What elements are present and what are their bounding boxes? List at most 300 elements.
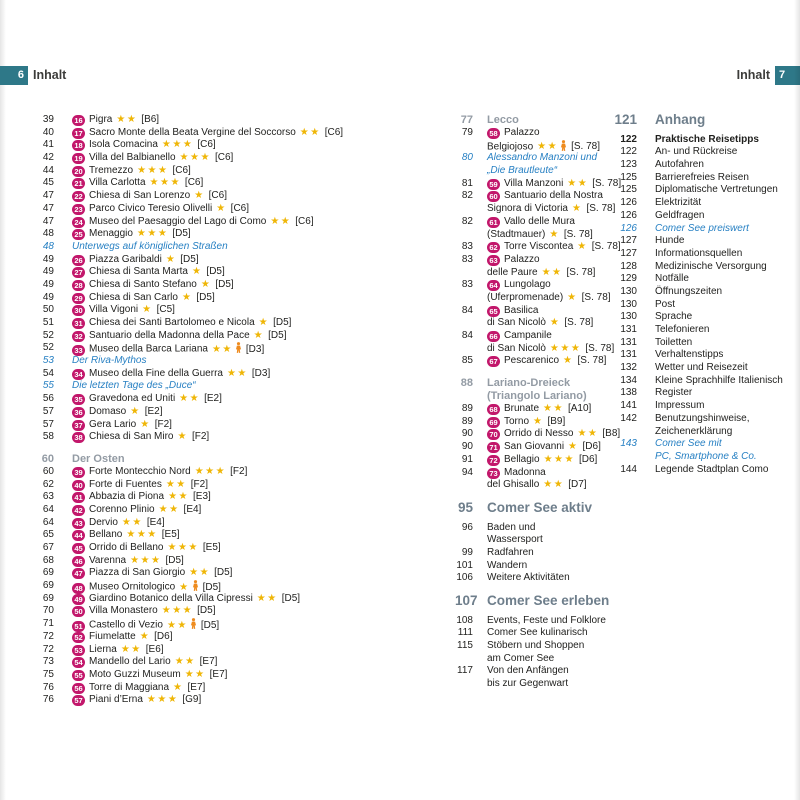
- toc-row-content: [72, 292, 438, 305]
- toc-entry: [38, 605, 438, 618]
- toc-row-content: [655, 172, 800, 185]
- entry-number-badge: 61: [487, 217, 500, 228]
- rating-stars: ★★★: [194, 465, 227, 477]
- rating-stars: ★★: [299, 126, 321, 138]
- rating-stars: ★★: [543, 403, 564, 415]
- toc-row-content: [72, 317, 438, 330]
- entry-title: di San Nicolò: [487, 342, 546, 354]
- entry-title: Lariano-Dreieck: [487, 377, 571, 390]
- toc-row-content: [72, 605, 438, 618]
- toc-special-topic: [455, 152, 627, 165]
- page-ref: 72: [42, 630, 54, 642]
- map-grid-reference: [F2]: [154, 418, 172, 430]
- toc-entry: [38, 216, 438, 229]
- entry-title: Chiesa di San Miro: [89, 431, 174, 443]
- entry-number-badge: 26: [72, 255, 85, 266]
- entry-number-badge: 22: [72, 191, 85, 202]
- entry-title: Museo del Paesaggio del Lago di Como: [89, 215, 267, 227]
- page-ref: [455, 479, 473, 492]
- toc-entry: [612, 413, 800, 426]
- entry-title: Giardino Botanico della Villa Cipressi: [89, 592, 253, 604]
- toc-row-content: [72, 368, 438, 381]
- toc-row-content: [655, 464, 800, 477]
- toc-row-content: [655, 210, 800, 223]
- toc-entry: [612, 337, 800, 350]
- toc-entry: [38, 152, 438, 165]
- page-ref: [455, 229, 473, 242]
- rating-stars: ★★: [184, 668, 206, 680]
- toc-entry: [38, 479, 438, 492]
- page-ref: 130: [620, 298, 637, 310]
- toc-special-topic: [612, 223, 800, 236]
- toc-entry: [38, 631, 438, 644]
- toc-row-content: [655, 451, 800, 464]
- map-grid-reference: [C6]: [214, 152, 234, 164]
- toc-entry: [38, 542, 438, 555]
- entry-title: Die letzten Tage des „Duce“: [72, 380, 196, 392]
- entry-number-badge: 31: [72, 318, 85, 329]
- page-ref: 48: [42, 240, 54, 252]
- entry-title: Villa Monastero: [89, 605, 158, 617]
- entry-title: Sprache: [655, 311, 693, 323]
- entry-title: Legende Stadtplan Como: [655, 463, 769, 475]
- map-grid-reference: [S. 78]: [585, 342, 615, 354]
- entry-number-badge: 69: [487, 417, 500, 428]
- page-ref: 144: [620, 463, 637, 475]
- entry-title: Elektrizität: [655, 197, 702, 209]
- entry-number-badge: 29: [72, 293, 85, 304]
- map-grid-reference: [C6]: [184, 177, 204, 189]
- entry-number-badge: 27: [72, 267, 85, 278]
- toc-entry-continuation: [455, 267, 627, 280]
- entry-number-badge: 34: [72, 369, 85, 380]
- toc-entry: [612, 375, 800, 388]
- entry-title: Baden und: [487, 521, 536, 533]
- toc-entry-continuation: [455, 203, 627, 216]
- page-ref: 115: [457, 640, 473, 652]
- entry-title: Hunde: [655, 235, 685, 247]
- page-ref: 85: [461, 355, 473, 367]
- rating-stars: ★: [139, 630, 151, 642]
- page-ref: 132: [620, 362, 637, 374]
- page-ref: 122: [620, 146, 637, 158]
- toc-row-content: [487, 190, 627, 203]
- page-ref: 126: [620, 197, 637, 209]
- toc-entry-continuation: [455, 317, 627, 330]
- entry-title: Signora di Victoria: [487, 203, 568, 215]
- entry-number-badge: 37: [72, 420, 85, 431]
- page-ref: 69: [42, 592, 54, 604]
- toc-entry: [612, 311, 800, 324]
- page-ref: 52: [42, 342, 54, 354]
- rating-stars: ★★★: [161, 605, 194, 617]
- toc-row-content: [655, 197, 800, 210]
- entry-title: Comer See aktiv: [487, 499, 593, 515]
- entry-title: Tremezzo: [89, 164, 134, 176]
- entry-title: Palazzo: [504, 253, 540, 265]
- toc-row-content: [72, 254, 438, 267]
- map-grid-reference: [D5]: [197, 605, 216, 617]
- toc-section-header: [612, 114, 800, 134]
- entry-title: Register: [655, 387, 693, 399]
- entry-number-badge: 25: [72, 229, 85, 240]
- entry-title: Medizinische Versorgung: [655, 260, 767, 272]
- entry-number-badge: 42: [72, 505, 85, 516]
- toc-row-content: [487, 114, 627, 127]
- page-ref: 58: [42, 431, 54, 443]
- map-grid-reference: [E4]: [183, 503, 202, 515]
- toc-entry-continuation: [455, 292, 627, 305]
- rating-stars: ★★: [166, 619, 188, 631]
- page-ref: 49: [42, 278, 54, 290]
- toc-entry: [38, 279, 438, 292]
- entry-title: Menaggio: [89, 228, 133, 240]
- entry-number-badge: 44: [72, 530, 85, 541]
- entry-title: Verhaltenstipps: [655, 349, 724, 361]
- map-grid-reference: [D5]: [180, 253, 199, 265]
- map-grid-reference: [E2]: [204, 393, 222, 405]
- entry-number-badge: 18: [72, 140, 85, 151]
- toc-row-content: [72, 504, 438, 517]
- toc-row-content: [655, 114, 800, 127]
- map-grid-reference: [F2]: [191, 431, 210, 443]
- toc-row-content: [487, 377, 627, 390]
- page-ref: [455, 165, 473, 178]
- entry-number-badge: 32: [72, 331, 85, 342]
- toc-row-content: [487, 560, 627, 573]
- entry-title: Zeichenerklärung: [655, 425, 733, 437]
- entry-title: Moto Guzzi Museum: [89, 668, 181, 680]
- toc-entry: [38, 114, 438, 127]
- toc-entry: [38, 406, 438, 419]
- toc-entry: [455, 403, 627, 416]
- entry-number-badge: 45: [72, 543, 85, 554]
- toc-row-content: [655, 387, 800, 400]
- page-ref: 125: [620, 171, 637, 183]
- entry-title: Santuario della Madonna della Pace: [89, 329, 250, 341]
- toc-entry: [38, 618, 438, 631]
- page-ref: [612, 426, 637, 439]
- toc-row-content: [655, 375, 800, 388]
- toc-row-content: [487, 627, 627, 640]
- entry-number-badge: 20: [72, 166, 85, 177]
- toc-section-header: [455, 492, 627, 522]
- page-ref: 69: [42, 580, 54, 592]
- entry-title: Isola Comacina: [89, 139, 158, 151]
- toc-entry: [455, 355, 627, 368]
- toc-row-content: [72, 241, 438, 254]
- toc-row-content: [72, 266, 438, 279]
- toc-entry: [455, 467, 627, 480]
- toc-entry: [455, 547, 627, 560]
- rating-stars: ★: [549, 228, 560, 240]
- toc-special-topic: [612, 438, 800, 451]
- rating-stars: ★: [130, 405, 141, 417]
- entry-title: Kleine Sprachhilfe Italienisch: [655, 374, 783, 386]
- map-grid-reference: [D5]: [268, 329, 287, 341]
- entry-title: Lungolago: [504, 279, 551, 291]
- page-ref: 82: [461, 215, 473, 227]
- page-ref: 64: [42, 516, 54, 528]
- toc-row-content: [72, 165, 438, 178]
- page-ref: 111: [457, 627, 473, 639]
- page-ref: [455, 534, 473, 547]
- rating-stars: ★: [181, 291, 193, 303]
- rating-stars: ★★: [121, 516, 143, 528]
- entry-title: (Uferpromenade): [487, 291, 564, 303]
- entry-title: Radfahren: [487, 546, 534, 558]
- map-grid-reference: [S. 78]: [592, 177, 622, 189]
- page-ref: 83: [461, 253, 473, 265]
- entry-number-badge: 19: [72, 153, 85, 164]
- toc-row-content: [72, 669, 438, 682]
- page-ref: 40: [42, 126, 54, 138]
- toc-entry: [38, 419, 438, 432]
- page-number-box-left: [0, 66, 28, 85]
- page-ref: 90: [461, 441, 473, 453]
- rating-stars: ★★: [116, 114, 138, 125]
- page-ref: 106: [456, 572, 473, 584]
- page-ref: 82: [461, 190, 473, 202]
- entry-title: Campanile: [504, 330, 552, 341]
- page-ref: 101: [456, 559, 473, 571]
- toc-row-content: [487, 203, 627, 216]
- entry-title: Gera Lario: [89, 418, 137, 430]
- rating-stars: ★★★: [179, 152, 211, 164]
- map-grid-reference: [S. 78]: [564, 317, 594, 329]
- toc-row-content: [72, 279, 438, 292]
- toc-entry: [455, 522, 627, 535]
- page-ref: [455, 267, 473, 280]
- entry-number-badge: 28: [72, 280, 85, 291]
- entry-title: Dervio: [89, 516, 118, 528]
- page-ref: 60: [41, 452, 54, 465]
- toc-row-content: [487, 479, 627, 492]
- toc-subsection-header: [38, 444, 438, 466]
- toc-row-content: [487, 547, 627, 560]
- toc-row-content: [487, 216, 627, 229]
- map-grid-reference: [D3]: [245, 343, 265, 355]
- toc-row-content: [72, 431, 438, 444]
- page-ref: [455, 390, 473, 403]
- rating-stars: ★: [258, 317, 270, 328]
- page-ref: [455, 140, 473, 153]
- map-grid-reference: [S. 78]: [566, 266, 596, 278]
- toc-entry: [455, 216, 627, 229]
- toc-row-content: [72, 491, 438, 504]
- toc-entry: [455, 330, 627, 343]
- toc-entry: [38, 644, 438, 657]
- page-ref: 65: [42, 529, 54, 541]
- entry-title: Wetter und Reisezeit: [655, 362, 748, 374]
- entry-number-badge: 50: [72, 606, 85, 617]
- toc-row-content: [487, 241, 627, 254]
- entry-number-badge: 65: [487, 306, 500, 317]
- entry-title: Lierna: [89, 643, 117, 655]
- page-ref: [455, 653, 473, 666]
- toc-row-content: [655, 235, 800, 248]
- page-ref: 47: [42, 190, 54, 202]
- toc-row-content: [72, 542, 438, 555]
- entry-title: Comer See erleben: [487, 593, 610, 608]
- rating-stars: ★★★: [137, 164, 169, 176]
- toc-row-content: [72, 453, 438, 466]
- entry-title: Stöbern und Shoppen: [487, 640, 585, 652]
- toc-row-content: [487, 317, 627, 330]
- toc-row-content: [487, 305, 627, 318]
- entry-title: Telefonieren: [655, 324, 710, 335]
- page-ref: 72: [42, 643, 54, 655]
- family-friendly-icon: [560, 140, 567, 151]
- page-ref: 142: [620, 412, 637, 424]
- toc-row-content: [72, 330, 438, 343]
- entry-title: Belgiojoso: [487, 141, 534, 153]
- toc-row-content: [72, 177, 438, 190]
- toc-row-content: [655, 184, 800, 197]
- page-ref: 57: [42, 418, 54, 430]
- map-grid-reference: [C6]: [208, 190, 227, 202]
- entry-title: Comer See kulinarisch: [487, 627, 588, 639]
- entry-title: Toiletten: [655, 336, 693, 348]
- page-ref: 44: [42, 164, 54, 176]
- map-grid-reference: [A10]: [567, 403, 592, 415]
- map-grid-reference: [C6]: [324, 126, 344, 138]
- entry-number-badge: 48: [72, 583, 85, 594]
- entry-number-badge: 51: [72, 621, 85, 632]
- rating-stars: ★★: [211, 343, 233, 355]
- page-number-left: 6: [17, 69, 24, 81]
- entry-number-badge: 54: [72, 657, 85, 668]
- entry-title: Notfälle: [655, 273, 689, 285]
- page-ref: 83: [461, 241, 473, 253]
- toc-row-content: [72, 203, 438, 216]
- toc-row-content: [487, 178, 627, 191]
- entry-title: Orrido di Nesso: [504, 428, 574, 440]
- map-grid-reference: [D5]: [202, 581, 221, 593]
- toc-entry: [38, 190, 438, 203]
- rating-stars: ★: [549, 317, 561, 329]
- toc-row-content: [487, 292, 627, 305]
- toc-row-content: [487, 416, 627, 429]
- toc-entry: [38, 694, 438, 707]
- rating-stars: ★★: [541, 266, 563, 278]
- rating-stars: ★: [567, 291, 578, 303]
- entry-title: Events, Feste und Folklore: [487, 614, 606, 626]
- page-ref: 96: [461, 521, 473, 533]
- toc-entry: [38, 292, 438, 305]
- entry-title: Villa del Balbianello: [89, 152, 176, 164]
- page-ref: 69: [42, 567, 54, 579]
- page-ref: 141: [620, 400, 637, 412]
- toc-row-content: [72, 631, 438, 644]
- rating-stars: ★★★: [543, 453, 575, 465]
- page-ref: 73: [42, 656, 54, 668]
- entry-title: Autofahren: [655, 159, 704, 171]
- entry-number-badge: 55: [72, 670, 85, 681]
- toc-row-content: [72, 593, 438, 606]
- toc-subsection-continuation: [455, 390, 627, 403]
- map-grid-reference: [D6]: [582, 441, 601, 453]
- toc-entry-continuation: [455, 343, 627, 356]
- entry-number-badge: 30: [72, 305, 85, 316]
- map-grid-reference: [D7]: [568, 479, 587, 491]
- page-ref: 88: [460, 377, 473, 390]
- page-ref: 123: [620, 159, 637, 171]
- toc-row-content: [72, 304, 438, 317]
- toc-entry: [38, 304, 438, 317]
- toc-row-content: [487, 165, 627, 178]
- rating-stars: ★★: [537, 141, 559, 153]
- toc-row-content: [72, 694, 438, 707]
- toc-entry: [455, 615, 627, 628]
- page-ref: 64: [42, 503, 54, 515]
- entry-title: Wandern: [487, 559, 528, 571]
- page-ref: 89: [461, 415, 473, 427]
- toc-entry: [38, 466, 438, 479]
- entry-number-badge: 66: [487, 331, 500, 342]
- toc-entry-continuation: [455, 534, 627, 547]
- map-grid-reference: [C6]: [230, 202, 250, 214]
- page-ref: 53: [42, 355, 54, 367]
- entry-title: Villa Carlotta: [89, 177, 146, 189]
- entry-title: Torre di Maggiana: [89, 681, 170, 693]
- entry-title: Castello di Vezio: [89, 619, 163, 631]
- entry-title: Piazza di San Giorgio: [89, 567, 186, 579]
- toc-row-content: [487, 572, 627, 585]
- page-ref: 54: [42, 367, 54, 379]
- page-ref: 55: [42, 380, 54, 392]
- page-ref: 127: [620, 247, 637, 259]
- toc-row-content: [655, 311, 800, 324]
- entry-number-badge: 63: [487, 255, 500, 266]
- rating-stars: ★★★: [167, 542, 199, 553]
- page-ref: 47: [42, 215, 54, 227]
- entry-title: Bellano: [89, 529, 123, 541]
- map-grid-reference: [B9]: [547, 415, 566, 427]
- toc-entry: [38, 330, 438, 343]
- rating-stars: ★: [568, 441, 579, 453]
- entry-number-badge: 40: [72, 480, 85, 491]
- toc-row-content: [487, 522, 627, 535]
- toc-row-content: [487, 140, 627, 153]
- rating-stars: ★★: [174, 656, 196, 668]
- toc-entry: [612, 235, 800, 248]
- rating-stars: ★: [140, 418, 151, 430]
- page-ref: 45: [42, 177, 54, 189]
- entry-title: Pigra: [89, 114, 113, 125]
- entry-title: Abbazia di Piona: [89, 491, 165, 503]
- toc-row-content: [487, 229, 627, 242]
- toc-row-content: [72, 342, 438, 355]
- entry-title: Varenna: [89, 554, 127, 566]
- toc-row-content: [487, 355, 627, 368]
- map-grid-reference: [C6]: [295, 215, 314, 227]
- toc-row-content: [487, 441, 627, 454]
- entry-title: Chiesa di Santo Stefano: [89, 278, 197, 290]
- rating-stars: ★: [194, 190, 205, 202]
- toc-entry: [612, 362, 800, 375]
- page-ref: 138: [620, 387, 637, 399]
- page-ref: 84: [461, 330, 473, 341]
- toc-entry: [612, 400, 800, 413]
- toc-row-content: [487, 499, 627, 515]
- page-ref: 50: [42, 304, 54, 316]
- page-ref: 130: [620, 285, 637, 297]
- entry-title: Wassersport: [487, 534, 543, 546]
- page-ref: 121: [614, 112, 637, 127]
- entry-title: Palazzo: [504, 127, 540, 138]
- entry-title: Benutzungshinweise,: [655, 412, 750, 424]
